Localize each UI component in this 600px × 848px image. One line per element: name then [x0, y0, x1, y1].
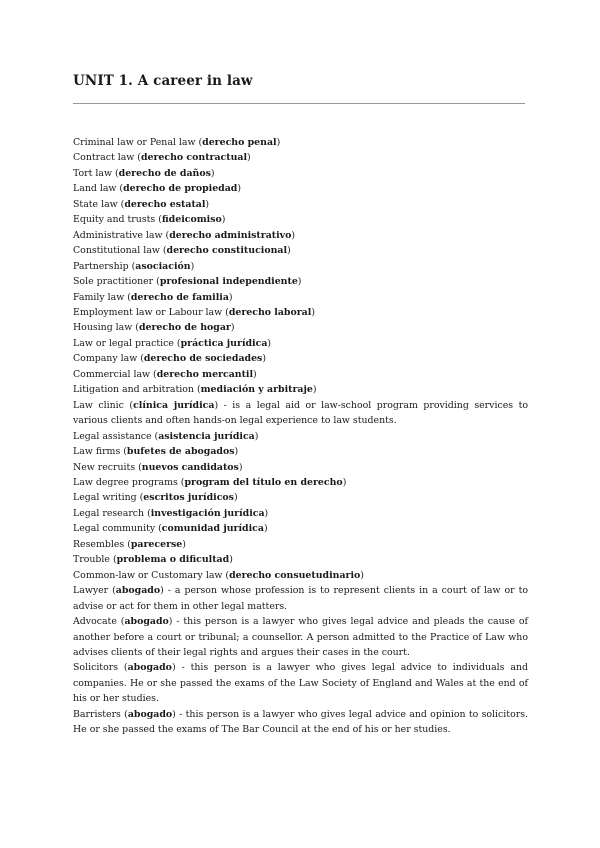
entry-term: Legal research — [73, 507, 145, 519]
entry-term: Lawyer — [73, 585, 109, 597]
glossary-entry: Litigation and arbitration (mediación y arbitraje) — [73, 384, 317, 396]
entry-term: Law firms — [73, 446, 121, 458]
page-title: UNIT 1. A career in law — [73, 73, 253, 89]
entry-term: Land law — [73, 183, 117, 195]
glossary-entry: Housing law (derecho de hogar) — [73, 322, 235, 334]
entry-translation: derecho constitucional — [166, 245, 288, 257]
entry-term: Common-law or Customary law — [73, 569, 223, 581]
glossary-entry: Law firms (bufetes de abogados) — [73, 446, 239, 458]
entry-term: New recruits — [73, 461, 136, 473]
entry-translation: problema o dificultad — [116, 554, 230, 566]
entry-term: Tort law — [73, 167, 113, 179]
entry-translation: comunidad jurídica — [161, 523, 264, 535]
glossary-entry: Legal assistance (asistencia jurídica) — [73, 430, 259, 442]
entry-translation: profesional independiente — [159, 276, 298, 288]
entry-translation: derecho de sociedades — [143, 353, 263, 365]
entry-translation: abogado — [127, 662, 172, 674]
glossary-entry: Solicitors (abogado) - this person is a lawyer who gives legal advice to individuals and companies. He or she passed the exams of the Law Society of England and Wales at the end of his or her studies. — [73, 662, 529, 705]
glossary-entry: Administrative law (derecho administrativo) — [73, 229, 296, 241]
glossary-entry: Legal writing (escritos jurídicos) — [73, 492, 238, 504]
entry-translation: práctica jurídica — [180, 337, 268, 349]
entry-term: Law degree programs — [73, 476, 178, 488]
entry-term: Criminal law or Penal law — [73, 137, 196, 148]
entry-term: Legal community — [73, 523, 156, 535]
entry-term: Administrative law — [73, 229, 163, 241]
entry-term: Litigation and arbitration — [73, 384, 194, 396]
glossary-entry: Lawyer (abogado) - a person whose profession is to represent clients in a court of law or to advise or act for them in other legal matters. — [73, 585, 528, 612]
glossary-entry: Equity and trusts (fideicomiso) — [73, 214, 226, 226]
glossary-entry: Law degree programs (program del título en derecho) — [73, 476, 347, 488]
glossary-entry: Criminal law or Penal law (derecho penal) — [73, 137, 281, 148]
entry-term: Employment law or Labour law — [73, 306, 223, 318]
entry-term: Trouble — [73, 554, 110, 566]
entry-term: Law clinic — [73, 399, 124, 411]
entry-translation: parecerse — [130, 538, 183, 550]
entry-translation: derecho de propiedad — [123, 183, 238, 195]
glossary-entry: Commercial law (derecho mercantil) — [73, 368, 257, 380]
entry-translation: bufetes de abogados — [126, 446, 235, 458]
entry-translation: derecho consuetudinario — [229, 569, 361, 581]
entry-translation: asociación — [135, 260, 191, 272]
entry-term: Advocate — [73, 616, 117, 628]
glossary-entry: Law or legal practice (práctica jurídica) — [73, 337, 272, 349]
entry-definition: - this person is a lawyer who gives legal advice to individuals and companies. He or she passed the exams of the Law Society of England and Wales at the end of his or her studies. — [73, 662, 529, 705]
glossary-entry: Legal community (comunidad jurídica) — [73, 523, 268, 535]
entry-translation: derecho mercantil — [156, 368, 254, 380]
entry-translation: mediación y arbitraje — [200, 384, 313, 396]
glossary-entry: New recruits (nuevos candidatos) — [73, 461, 243, 473]
entry-translation: abogado — [127, 708, 173, 720]
glossary-entry: Advocate (abogado) - this person is a lawyer who gives legal advice and pleads the cause of another before a court or tribunal; a counsellor. A person admitted to the Practice of Law who advises clients of their legal rights and argues their cases in the court. — [73, 616, 528, 658]
entry-translation: nuevos candidatos — [141, 461, 239, 473]
entry-translation: derecho de familia — [130, 291, 229, 303]
glossary-entry: Partnership (asociación) — [73, 260, 195, 272]
entry-translation: investigación jurídica — [150, 507, 265, 519]
entry-translation: abogado — [124, 616, 169, 628]
entry-translation: asistencia jurídica — [158, 430, 255, 442]
glossary-entry: Tort law (derecho de daños) — [73, 167, 215, 179]
glossary-entry: Sole practitioner (profesional independiente) — [73, 276, 302, 288]
entry-term: Law or legal practice — [73, 337, 174, 349]
entry-term: Equity and trusts — [73, 214, 156, 226]
entry-definition: - this person is a lawyer who gives legal advice and pleads the cause of another before a court or tribunal; a counsellor. A person admitted to the Practice of Law who advises clients of their legal rights and argues their cases in the court. — [73, 616, 528, 658]
entry-term: Company law — [73, 353, 138, 365]
entry-term: Legal assistance — [73, 430, 152, 442]
glossary-entry: Law clinic (clínica jurídica) - is a legal aid or law-school program providing services to various clients and often hands-on legal experience to law students. — [73, 399, 528, 427]
glossary-entry: Land law (derecho de propiedad) — [73, 183, 242, 195]
title-divider — [73, 103, 525, 104]
entry-term: Partnership — [73, 260, 129, 272]
entry-translation: derecho laboral — [228, 306, 312, 318]
entry-translation: derecho estatal — [124, 198, 206, 210]
glossary-entry: Trouble (problema o dificultad) — [73, 554, 233, 566]
glossary-entry: Legal research (investigación jurídica) — [73, 507, 269, 519]
entry-translation: derecho penal — [202, 137, 277, 148]
entry-translation: derecho administrativo — [169, 229, 292, 241]
entry-translation: derecho de daños — [118, 167, 211, 179]
glossary-entry: Family law (derecho de familia) — [73, 291, 233, 303]
entry-translation: program del título en derecho — [184, 476, 343, 488]
entry-translation: derecho de hogar — [138, 322, 231, 334]
entry-translation: derecho contractual — [140, 152, 248, 164]
glossary-entry: Contract law (derecho contractual) — [73, 152, 251, 164]
entry-term: Barristers — [73, 708, 121, 720]
glossary-entry: Employment law or Labour law (derecho laboral) — [73, 306, 315, 318]
entry-term: Solicitors — [73, 662, 119, 674]
entry-definition: - is a legal aid or law-school program providing services to various clients and often hands-on legal experience to law students. — [73, 399, 528, 427]
glossary-entry: Company law (derecho de sociedades) — [73, 353, 266, 365]
entry-term: Contract law — [73, 152, 135, 164]
entry-definition: - a person whose profession is to represent clients in a court of law or to advise or act for them in other legal matters. — [73, 585, 528, 612]
glossary-entry: Common-law or Customary law (derecho consuetudinario) — [73, 569, 364, 581]
entry-definition: - this person is a lawyer who gives legal advice and opinion to solicitors. He or she passed the exams of The Bar Council at the end of his or her studies. — [73, 708, 528, 736]
glossary-entry: Resembles (parecerse) — [73, 538, 186, 550]
entry-term: Resembles — [73, 538, 125, 550]
entry-term: Commercial law — [73, 368, 151, 380]
glossary-list — [73, 135, 528, 738]
entry-term: Legal writing — [73, 492, 137, 504]
entry-translation: clínica jurídica — [133, 399, 215, 411]
entry-term: Constitutional law — [73, 245, 160, 257]
glossary-entry: State law (derecho estatal) — [73, 198, 210, 210]
entry-translation: escritos jurídicos — [143, 492, 234, 504]
entry-term: State law — [73, 198, 118, 210]
entry-translation: fideicomiso — [161, 214, 222, 226]
entry-term: Family law — [73, 291, 125, 303]
glossary-entry: Constitutional law (derecho constitucional) — [73, 245, 291, 257]
entry-term: Sole practitioner — [73, 276, 154, 288]
entry-translation: abogado — [115, 585, 161, 597]
glossary-entry: Barristers (abogado) - this person is a lawyer who gives legal advice and opinion to solicitors. He or she passed the exams of The Bar Council at the end of his or her studies. — [73, 708, 528, 736]
entry-term: Housing law — [73, 322, 133, 334]
